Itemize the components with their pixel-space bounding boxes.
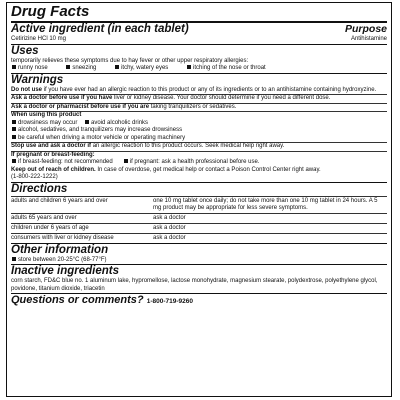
table-cell: one 10 mg tablet once daily; do not take more than one 10 mg tablet in 24 hours. A 5 mg product may be appropriate for less severe symptoms. <box>153 197 387 214</box>
bullet-icon <box>85 120 89 124</box>
questions-label: Questions or comments? <box>11 294 144 306</box>
symptom-item: itching of the nose or throat <box>186 65 274 71</box>
bullet-icon <box>12 257 16 261</box>
inactive-ingredients-text: corn starch, FD&C blue no. 1 aluminum lake, hypromellose, lactose monohydrate, magnesium stearate, polydextrose, polyethylene glycol, povidone, titanium dioxide, triacetin <box>11 278 378 292</box>
table-cell: consumers with liver or kidney disease <box>11 234 114 241</box>
bullet-icon <box>187 65 191 69</box>
pregnancy-label: If pregnant or breast-feeding: <box>11 151 95 158</box>
active-ingredient-heading: Active ingredient (in each tablet) <box>11 23 189 35</box>
bullet-icon <box>12 127 16 131</box>
bullet-icon <box>12 159 16 163</box>
bullet-icon <box>12 135 16 139</box>
directions-section <box>11 183 387 243</box>
directions-table <box>11 197 387 243</box>
keep-out-of-reach-text: Keep out of reach of children. In case of overdose, get medical help or contact a Poison Control Center right away. <box>11 166 321 173</box>
questions-section <box>11 294 387 306</box>
other-information-section <box>11 244 387 265</box>
storage-item: store between 20-25°C (68-77°F) <box>11 257 387 265</box>
active-ingredient-section <box>11 23 387 44</box>
symptom-item: itchy, watery eyes <box>114 65 176 71</box>
table-cell: children under 6 years of age <box>11 223 153 233</box>
inactive-ingredients-heading: Inactive ingredients <box>11 265 120 277</box>
bullet-icon <box>12 65 16 69</box>
active-ingredient-name: Cetirizine HCl 10 mg <box>11 36 67 42</box>
symptom-item: sneezing <box>65 65 104 71</box>
table-row <box>11 213 387 223</box>
uses-intro: temporarily relieves these symptoms due to hay fever or other upper respiratory allergies: <box>11 57 249 64</box>
table-row <box>11 223 387 233</box>
table-row <box>11 197 387 214</box>
stop-use-text: Stop use and ask a doctor if an allergic reaction to this product occurs. Seek medical help right away. <box>11 143 285 149</box>
uses-section <box>11 45 387 73</box>
purpose-value: Antihistamine <box>350 36 387 42</box>
bullet-icon <box>115 65 119 69</box>
table-cell: ask a doctor <box>153 213 387 223</box>
questions-phone: 1-800-719-9260 <box>146 298 193 305</box>
table-cell: ask a doctor <box>153 234 186 241</box>
when-using-item: be careful when driving a motor vehicle or operating machinery <box>11 135 387 143</box>
other-information-heading: Other information <box>11 243 109 256</box>
warnings-heading: Warnings <box>11 73 64 86</box>
symptoms-list <box>11 65 387 73</box>
purpose-heading: Purpose <box>344 23 387 35</box>
when-using-item: alcohol, sedatives, and tranquilizers may increase drowsiness <box>11 127 387 135</box>
table-cell: ask a doctor <box>153 223 387 233</box>
bullet-icon <box>124 159 128 163</box>
table-cell: adults and children 6 years and over <box>11 197 153 214</box>
directions-heading: Directions <box>11 182 68 195</box>
pregnancy-item: if breast-feeding: not recommended if pregnant: ask a health professional before use. <box>11 159 387 167</box>
bullet-icon <box>66 65 70 69</box>
when-using-item: drowsiness may occur avoid alcoholic drinks <box>11 120 387 128</box>
inactive-ingredients-section <box>11 265 387 293</box>
poison-control-phone: (1-800-222-1222) <box>11 174 58 180</box>
do-not-use-text: Do not use if you have ever had an allergic reaction to this product or any of its ingredients or to an antihistamine containing hydroxyzine. <box>11 86 377 93</box>
when-using-label: When using this product <box>11 112 82 118</box>
drug-facts-label <box>6 2 392 397</box>
page-title: Drug Facts <box>11 3 90 20</box>
warnings-section <box>11 74 387 182</box>
symptom-item: runny nose <box>11 65 56 71</box>
ask-pharmacist-text: Ask a doctor or pharmacist before use if you are taking tranquilizers or sedatives. <box>11 103 237 110</box>
bullet-icon <box>12 120 16 124</box>
table-row <box>11 233 387 243</box>
ask-doctor-text: Ask a doctor before use if you have liver or kidney disease. Your doctor should determine if you need a different dose. <box>11 95 331 101</box>
table-cell: adults 65 years and over <box>11 213 153 223</box>
uses-heading: Uses <box>11 44 39 57</box>
